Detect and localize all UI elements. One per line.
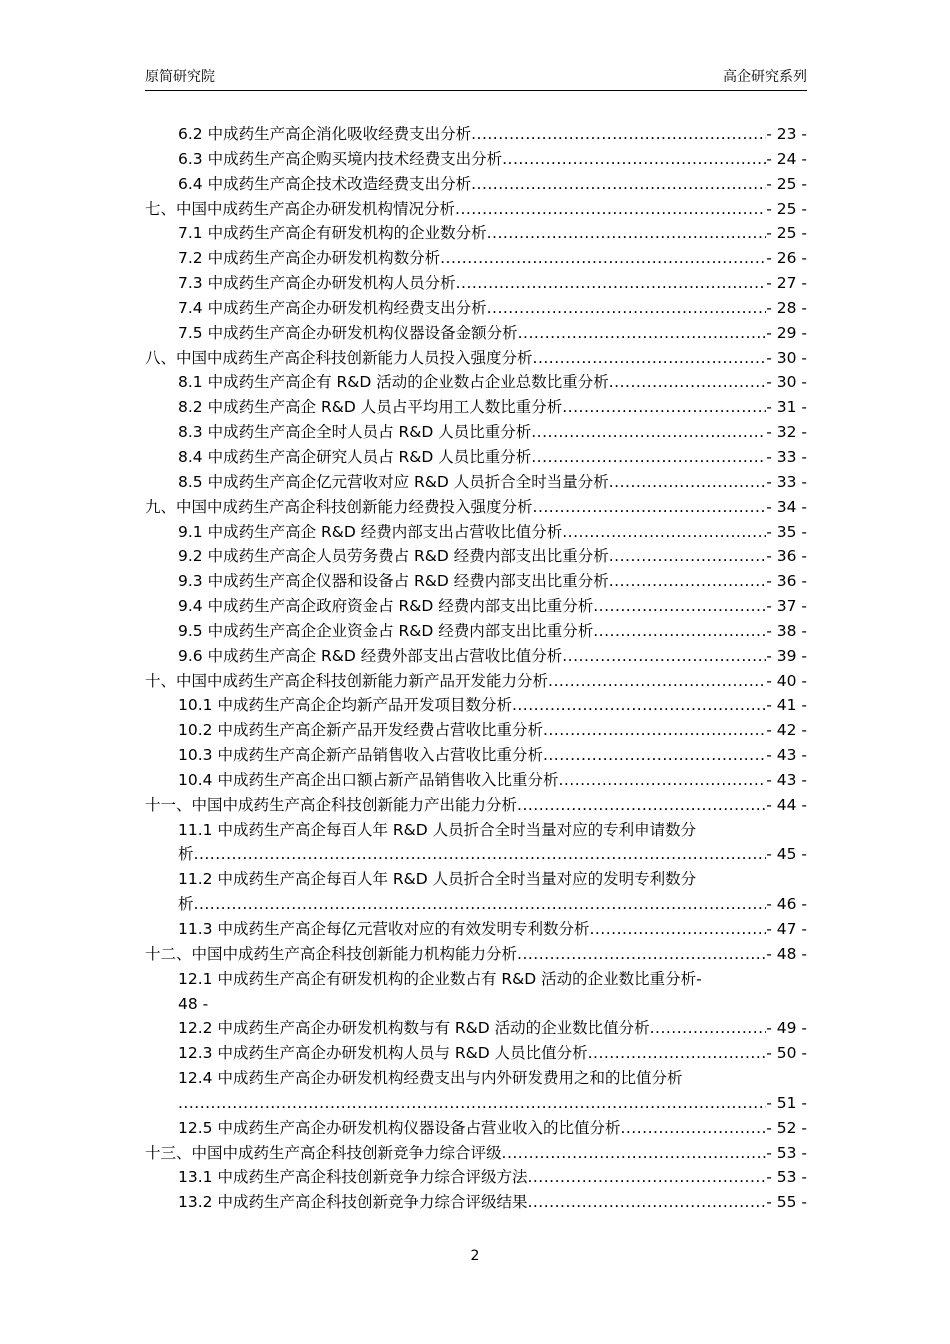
toc-section[interactable] xyxy=(145,370,807,395)
toc-chapter[interactable] xyxy=(145,1141,807,1166)
toc-entry-title: 10.3 中成药生产高企新产品销售收入占营收比重分析 xyxy=(178,746,543,765)
toc-entry-title-line[interactable]: 11.1 中成药生产高企每百人年 R&D 人员折合全时当量对应的专利申请数分 xyxy=(178,820,697,839)
toc-entry-title: 6.3 中成药生产高企购买境内技术经费支出分析 xyxy=(178,149,503,168)
toc-entry-title: 9.3 中成药生产高企仪器和设备占 R&D 经费内部支出比重分析 xyxy=(178,572,609,591)
toc-entry-title: 9.6 中成药生产高企 R&D 经费外部支出占营收比值分析 xyxy=(178,646,563,665)
toc-leader-dots xyxy=(533,346,767,371)
toc-section[interactable] xyxy=(145,271,807,296)
toc-section[interactable] xyxy=(145,693,807,718)
toc-page-number: - 24 - xyxy=(766,149,807,168)
toc-leader-dots xyxy=(194,842,767,867)
toc-section[interactable] xyxy=(145,1016,807,1041)
toc-leader-dots xyxy=(593,594,766,619)
toc-leader-dots xyxy=(543,743,766,768)
toc-leader-dots xyxy=(527,1165,766,1190)
toc-section[interactable] xyxy=(145,619,807,644)
toc-chapter[interactable] xyxy=(145,197,807,222)
toc-page-number: - 32 - xyxy=(766,423,807,442)
toc-page-number: - 25 - xyxy=(766,174,807,193)
toc-leader-dots xyxy=(471,122,766,147)
toc-entry-title: 13.1 中成药生产高企科技创新竞争力综合评级方法 xyxy=(178,1168,528,1187)
toc-page-number: - 53 - xyxy=(766,1143,807,1162)
toc-page-number: - 55 - xyxy=(766,1193,807,1212)
toc-page-number: - 33 - xyxy=(766,447,807,466)
toc-entry-title: 九、中国中成药生产高企科技创新能力经费投入强度分析 xyxy=(145,497,533,516)
toc-entry-title: 12.2 中成药生产高企办研发机构数与有 R&D 活动的企业数比值分析 xyxy=(178,1019,650,1038)
toc-chapter[interactable] xyxy=(145,942,807,967)
toc-page-number: - 30 - xyxy=(766,348,807,367)
toc-page-number: - 47 - xyxy=(766,920,807,938)
toc-entry-title: 八、中国中成药生产高企科技创新能力人员投入强度分析 xyxy=(145,348,533,367)
toc-page-number: - 41 - xyxy=(766,696,807,715)
toc-leader-dots xyxy=(543,718,766,743)
toc-entry-title: 析 xyxy=(178,895,194,914)
toc-leader-dots xyxy=(455,197,766,222)
toc-page-number: - 38 - xyxy=(766,621,807,640)
toc-leader-dots xyxy=(487,221,767,246)
toc-section[interactable] xyxy=(145,842,807,867)
toc-section[interactable] xyxy=(145,569,807,594)
toc-section[interactable] xyxy=(145,992,807,1017)
toc-leader-dots xyxy=(609,544,767,569)
toc-page-number: - 29 - xyxy=(766,323,807,342)
toc-entry-title: 十三、中国中成药生产高企科技创新竞争力综合评级 xyxy=(145,1143,502,1162)
toc-leader-dots xyxy=(440,246,766,271)
toc-section[interactable] xyxy=(145,768,807,793)
toc-section[interactable] xyxy=(145,321,807,346)
toc-entry-title: 8.3 中成药生产高企全时人员占 R&D 人员比重分析 xyxy=(178,423,532,442)
toc-entry-title: 析 xyxy=(178,845,194,864)
toc-leader-dots xyxy=(548,669,766,694)
toc-section[interactable] xyxy=(145,1165,807,1190)
toc-section[interactable] xyxy=(145,246,807,271)
toc-leader-dots xyxy=(194,892,767,917)
toc-entry-title: 7.3 中成药生产高企办研发机构人员分析 xyxy=(178,274,456,293)
toc-page-number: - 51 - xyxy=(766,1093,807,1112)
toc-page-number: - 40 - xyxy=(766,671,807,690)
toc-page-number: - 35 - xyxy=(766,522,807,541)
toc-page-number: - 36 - xyxy=(766,547,807,566)
toc-page-number: - 49 - xyxy=(766,1019,807,1038)
toc-page-number: - 48 - xyxy=(766,944,807,963)
toc-page-number: - 45 - xyxy=(766,845,807,864)
toc-leader-dots xyxy=(471,172,766,197)
toc-section[interactable] xyxy=(145,544,807,569)
toc-entry-title: 8.2 中成药生产高企 R&D 人员占平均用工人数比重分析 xyxy=(178,398,563,417)
toc-section[interactable] xyxy=(145,917,807,942)
toc-entry-title: 10.2 中成药生产高企新产品开发经费占营收比重分析 xyxy=(178,721,543,740)
toc-section[interactable] xyxy=(145,420,807,445)
toc-page-number: - 25 - xyxy=(766,199,807,218)
toc-page-number: - 53 - xyxy=(766,1168,807,1187)
toc-section[interactable] xyxy=(145,718,807,743)
toc-entry-title: 9.4 中成药生产高企政府资金占 R&D 经费内部支出比重分析 xyxy=(178,597,594,616)
toc-leader-dots xyxy=(620,1116,766,1141)
toc-section[interactable] xyxy=(145,644,807,669)
toc-entry-title: 7.1 中成药生产高企有研发机构的企业数分析 xyxy=(178,224,487,243)
toc-entry-title: 7.4 中成药生产高企办研发机构经费支出分析 xyxy=(178,298,487,317)
toc-entry-title: 8.4 中成药生产高企研究人员占 R&D 人员比重分析 xyxy=(178,447,532,466)
toc-entry-title: 7.5 中成药生产高企办研发机构仪器设备金额分析 xyxy=(178,323,518,342)
toc-section[interactable] xyxy=(145,221,807,246)
toc-leader-dots xyxy=(518,321,767,346)
toc-entry-title-line[interactable]: 12.1 中成药生产高企有研发机构的企业数占有 R&D 活动的企业数比重分析- xyxy=(178,969,702,988)
toc-leader-dots xyxy=(562,520,766,545)
toc-chapter[interactable] xyxy=(145,346,807,371)
toc-entry-title: 十一、中国中成药生产高企科技创新能力产出能力分析 xyxy=(145,795,518,814)
toc-leader-dots xyxy=(609,370,767,395)
toc-page-number: - 31 - xyxy=(766,398,807,417)
toc-page-number: - 28 - xyxy=(766,298,807,317)
toc-page-number: - 36 - xyxy=(766,572,807,591)
toc-page-number: - 39 - xyxy=(766,646,807,665)
toc-leader-dots xyxy=(487,296,767,321)
toc-leader-dots xyxy=(593,619,766,644)
toc-leader-dots xyxy=(517,793,766,818)
toc-entry-title: 9.1 中成药生产高企 R&D 经费内部支出占营收比值分析 xyxy=(178,522,563,541)
toc-leader-dots xyxy=(456,271,767,296)
header-series: 高企研究系列 xyxy=(723,68,807,84)
toc-section[interactable] xyxy=(145,395,807,420)
table-of-contents xyxy=(145,122,807,1215)
toc-chapter[interactable] xyxy=(145,793,807,818)
toc-entry-title: 七、中国中成药生产高企办研发机构情况分析 xyxy=(145,199,456,218)
toc-section[interactable] xyxy=(145,172,807,197)
toc-page-number: - 52 - xyxy=(766,1118,807,1137)
toc-page-number: - 37 - xyxy=(766,597,807,616)
toc-page-number: - 46 - xyxy=(766,895,807,914)
toc-page-number: - 43 - xyxy=(766,770,807,789)
toc-section[interactable] xyxy=(145,445,807,470)
toc-page-number: - 44 - xyxy=(766,795,807,814)
toc-section[interactable] xyxy=(145,1041,807,1066)
toc-page-number: - 34 - xyxy=(766,497,807,516)
toc-entry-title: 十二、中国中成药生产高企科技创新能力机构能力分析 xyxy=(145,944,518,963)
toc-entry-title: 6.4 中成药生产高企技术改造经费支出分析 xyxy=(178,174,472,193)
toc-entry-title: 7.2 中成药生产高企办研发机构数分析 xyxy=(178,249,441,268)
toc-section[interactable] xyxy=(145,147,807,172)
toc-section[interactable] xyxy=(145,296,807,321)
toc-entry-title: 12.5 中成药生产高企办研发机构仪器设备占营业收入的比值分析 xyxy=(178,1118,621,1137)
toc-leader-dots xyxy=(562,395,766,420)
toc-leader-dots xyxy=(531,420,766,445)
toc-leader-dots xyxy=(609,569,767,594)
toc-entry-title: 48 - xyxy=(178,994,209,1013)
toc-leader-dots xyxy=(531,445,766,470)
toc-leader-dots xyxy=(502,147,766,172)
toc-page-number: - 27 - xyxy=(766,274,807,293)
toc-section[interactable] xyxy=(145,1190,807,1215)
toc-page-number: - 50 - xyxy=(766,1044,807,1063)
toc-page-number: - 43 - xyxy=(766,746,807,765)
toc-chapter[interactable] xyxy=(145,669,807,694)
toc-section[interactable] xyxy=(145,594,807,619)
toc-leader-dots xyxy=(562,644,766,669)
toc-page-number: - 30 - xyxy=(766,373,807,392)
toc-page-number: - 23 - xyxy=(766,125,807,143)
toc-leader-dots xyxy=(588,1041,767,1066)
toc-section[interactable] xyxy=(145,743,807,768)
toc-leader-dots xyxy=(178,1091,766,1116)
toc-section[interactable] xyxy=(145,1116,807,1141)
toc-leader-dots xyxy=(517,942,766,967)
toc-section[interactable] xyxy=(145,1091,807,1116)
toc-entry-title: 9.2 中成药生产高企人员劳务费占 R&D 经费内部支出比重分析 xyxy=(178,547,609,566)
toc-section[interactable] xyxy=(145,470,807,495)
toc-leader-dots xyxy=(502,1141,767,1166)
toc-entry-title: 13.2 中成药生产高企科技创新竞争力综合评级结果 xyxy=(178,1193,528,1212)
toc-entry-title: 10.1 中成药生产高企企均新产品开发项目数分析 xyxy=(178,696,512,715)
toc-page-number: - 42 - xyxy=(766,721,807,740)
toc-entry-title: 8.1 中成药生产高企有 R&D 活动的企业数占企业总数比重分析 xyxy=(178,373,609,392)
toc-page-number: - 25 - xyxy=(766,224,807,243)
toc-leader-dots xyxy=(527,1190,766,1215)
toc-leader-dots xyxy=(589,917,766,942)
toc-leader-dots xyxy=(533,495,767,520)
toc-entry-title: 6.2 中成药生产高企消化吸收经费支出分析 xyxy=(178,125,472,143)
toc-entry-title: 8.5 中成药生产高企亿元营收对应 R&D 人员折合全时当量分析 xyxy=(178,472,609,491)
toc-entry-title: 10.4 中成药生产高企出口额占新产品销售收入比重分析 xyxy=(178,770,559,789)
toc-page-number: - 33 - xyxy=(766,472,807,491)
toc-section[interactable] xyxy=(145,892,807,917)
toc-leader-dots xyxy=(609,470,767,495)
toc-section[interactable] xyxy=(145,520,807,545)
page-number: 2 xyxy=(470,1248,480,1264)
header-rule xyxy=(145,90,807,91)
toc-leader-dots xyxy=(558,768,766,793)
toc-entry-title-line[interactable]: 12.4 中成药生产高企办研发机构经费支出与内外研发费用之和的比值分析 xyxy=(178,1069,683,1088)
toc-chapter[interactable] xyxy=(145,495,807,520)
toc-entry-title: 11.3 中成药生产高企每亿元营收对应的有效发明专利数分析 xyxy=(178,920,590,938)
toc-entry-title-line[interactable]: 11.2 中成药生产高企每百人年 R&D 人员折合全时当量对应的发明专利数分 xyxy=(178,870,697,889)
toc-entry-title: 十、中国中成药生产高企科技创新能力新产品开发能力分析 xyxy=(145,671,549,690)
toc-leader-dots xyxy=(512,693,766,718)
toc-entry-title: 12.3 中成药生产高企办研发机构人员与 R&D 人员比值分析 xyxy=(178,1044,588,1063)
header-institute: 原简研究院 xyxy=(145,68,215,84)
toc-page-number: - 26 - xyxy=(766,249,807,268)
toc-section[interactable] xyxy=(145,122,807,147)
toc-leader-dots xyxy=(650,1016,767,1041)
toc-entry-title: 9.5 中成药生产高企企业资金占 R&D 经费内部支出比重分析 xyxy=(178,621,594,640)
